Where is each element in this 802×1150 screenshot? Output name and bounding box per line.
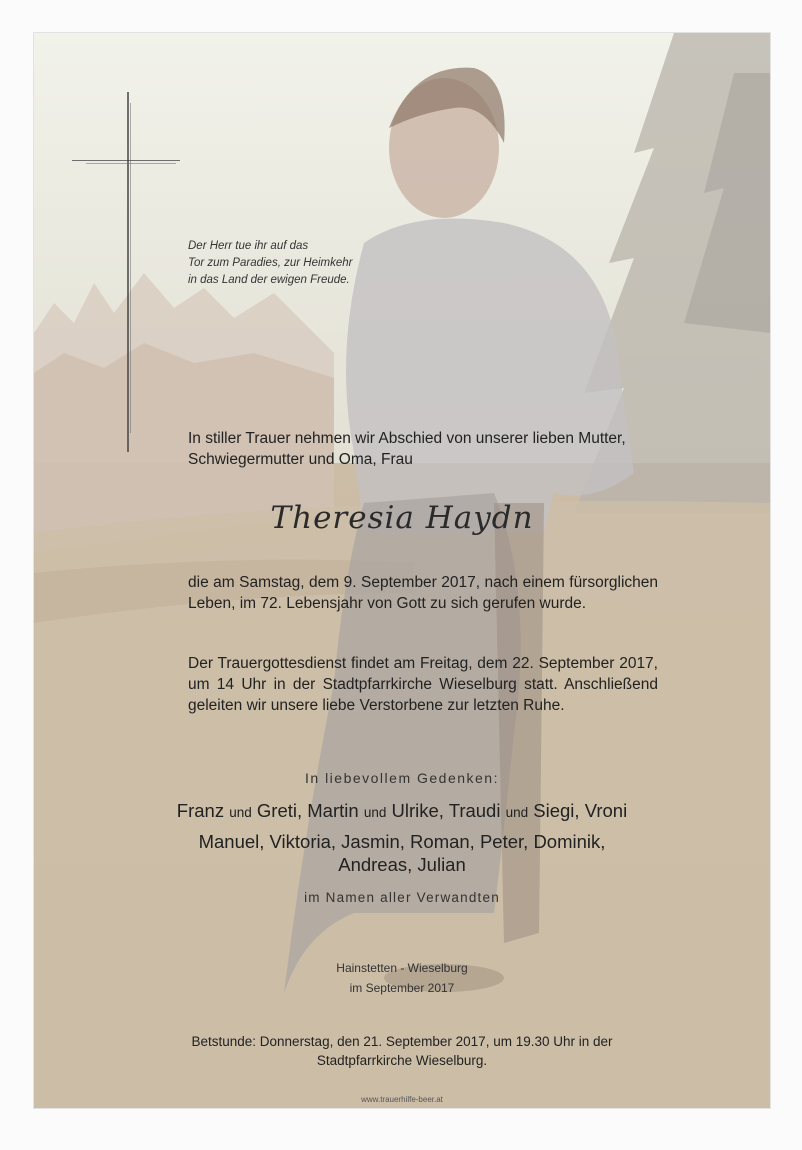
family-line-1: [144, 798, 660, 825]
website: www.trauerhilfe-beer.at: [361, 1095, 443, 1104]
place-line: Hainstetten - Wieselburg: [336, 961, 468, 975]
death-notice: die am Samstag, dem 9. September 2017, nach einem fürsorglichen Leben, im 72. Lebensjahr von Gott zu sich gerufen wurde.: [188, 574, 658, 612]
cross-icon-beam: [72, 160, 180, 161]
verse-line: in das Land der ewigen Freude.: [188, 274, 350, 286]
family-conjunction: und: [363, 805, 387, 820]
cross-icon: [127, 92, 129, 452]
family-conjunction: und: [505, 805, 529, 820]
intro-line: Schwiegermutter und Oma, Frau: [188, 451, 413, 468]
verse: [188, 238, 428, 289]
intro-line: In stiller Trauer nehmen wir Abschied von unserer lieben Mutter,: [188, 430, 626, 447]
cross-icon-shadow: [130, 103, 131, 433]
obituary-card: [34, 33, 770, 1108]
family-line-3: Andreas, Julian: [338, 854, 466, 875]
relatives-line: im Namen aller Verwandten: [304, 890, 500, 905]
verse-line: Tor zum Paradies, zur Heimkehr: [188, 257, 353, 269]
prayer-notice: [174, 1032, 630, 1070]
intro-text: [188, 428, 658, 470]
place-date: [34, 958, 770, 998]
date-line: im September 2017: [349, 981, 455, 995]
background-photo: [34, 33, 770, 1108]
cross-icon-beam-shadow: [86, 163, 176, 164]
family-name: Greti, Martin: [256, 800, 359, 821]
family-name: Franz: [176, 800, 225, 821]
family-conjunction: und: [229, 805, 252, 820]
deceased-name: Theresia Haydn: [270, 500, 534, 536]
verse-line: Der Herr tue ihr auf das: [188, 240, 309, 252]
prayer-line: Stadtpfarrkirche Wieselburg.: [316, 1053, 488, 1068]
family-name: Ulrike, Traudi: [391, 800, 501, 821]
prayer-line: Betstunde: Donnerstag, den 21. September 2017, um 19.30 Uhr in der: [191, 1034, 613, 1049]
family-name: Siegi, Vroni: [533, 800, 628, 821]
family-line-2: Manuel, Viktoria, Jasmin, Roman, Peter, Dominik,: [198, 831, 606, 852]
service-notice: Der Trauergottesdienst findet am Freitag, dem 22. September 2017, um 14 Uhr in der Stadtpfarrkirche Wieselburg statt. Anschließend geleiten wir unsere liebe Verstorbene zur letzten Ruhe.: [188, 655, 658, 714]
memorial-heading: In liebevollem Gedenken:: [305, 770, 499, 786]
